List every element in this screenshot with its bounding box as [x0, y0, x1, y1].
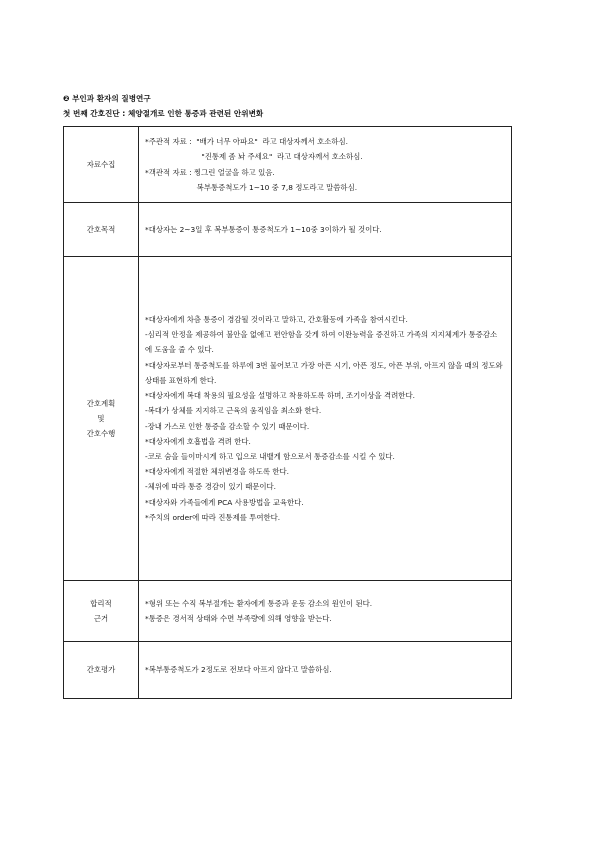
- content-line: -체위에 따라 통증 경감이 있기 때문이다.: [145, 482, 276, 492]
- row-content: [139, 127, 512, 203]
- row-label-line: 간호목적: [86, 224, 116, 234]
- content-line: -심리적 안정을 제공하여 불안을 없애고 편안함을 갖게 하여 이완능력을 증진하고 가족의 지지체계가 통증감소에 도움을 줄 수 있다.: [145, 330, 498, 355]
- table-row-nursing-goal: [64, 203, 512, 257]
- row-content: [139, 257, 512, 581]
- table-row-rationale: [64, 581, 512, 642]
- row-content: [139, 203, 512, 257]
- row-label: [64, 581, 139, 642]
- table-row-evaluation: [64, 642, 512, 699]
- row-label-line: 자료수집: [86, 159, 116, 169]
- content-line: *대상자에게 적절한 체위변경을 하도록 한다.: [145, 467, 289, 477]
- row-label-line: 및: [97, 413, 105, 423]
- row-content: [139, 581, 512, 642]
- content-line: *객관적 자료 : 찡그린 얼굴을 하고 있음.: [145, 167, 275, 177]
- content-line: *대상자는 2~3일 후 복부통증이 통증척도가 1~10중 3이하가 될 것이다.: [145, 224, 382, 234]
- row-label-line: 합리적: [90, 598, 112, 608]
- content-line: *대상자에게 호흡법을 격려 한다.: [145, 436, 251, 446]
- nursing-diagnosis-title: 첫 번째 간호진단 : 체양절개로 인한 통증과 관련된 안위변화: [63, 109, 264, 118]
- content-line: -장내 가스로 인한 통증을 감소할 수 있기 때문이다.: [145, 421, 310, 431]
- content-line: *복부통증척도가 2정도로 전보다 아프지 않다고 말씀하심.: [145, 665, 332, 675]
- row-label: [64, 127, 139, 203]
- section-title: ❷ 부인과 환자의 질병연구: [63, 94, 151, 103]
- content-line: *대상자와 가족들에게 PCA 사용방법을 교육한다.: [145, 497, 304, 507]
- content-line: *대상자에게 복대 착용의 필요성을 설명하고 착용하도록 하며, 조기이상을 격려한다.: [145, 391, 415, 401]
- table-row-nursing-plan: [64, 257, 512, 581]
- row-label-line: 간호수행: [86, 429, 116, 439]
- content-line: *주관적 자료 : "배가 너무 아파요" 라고 대상자께서 호소하심.: [145, 137, 349, 147]
- content-line: *통증은 경서적 상태와 수면 부족량에 의해 영향을 받는다.: [145, 614, 332, 623]
- content-line: *주치의 order에 따라 진통제를 투여한다.: [145, 512, 281, 522]
- row-label-line: 간호계획: [86, 398, 116, 408]
- row-label-line: 근거: [93, 614, 109, 623]
- content-line: 복부통증척도가 1~10 중 7,8 정도라고 말씀하심.: [145, 182, 358, 192]
- row-label: [64, 203, 139, 257]
- content-line: "진통제 좀 놔 주세요" 라고 대상자께서 호소하심.: [145, 152, 363, 162]
- content-line: *대상자로부터 통증척도를 하루에 3번 물어보고 가장 아픈 시기, 아픈 정도, 아픈 부위, 아프지 않을 때의 정도와 상태를 표현하게 한다.: [145, 360, 503, 385]
- nursing-care-plan-table: [63, 126, 512, 699]
- row-label: [64, 642, 139, 699]
- content-line: *대상자에게 차츰 통증이 경감될 것이라고 말하고, 간호활동에 가족을 참여시킨다.: [145, 315, 408, 325]
- table-row-data-collection: [64, 127, 512, 203]
- content-line: -코로 숨을 들이마시게 하고 입으로 내뱉게 함으로서 통증감소를 시킬 수 있다.: [145, 451, 395, 461]
- content-line: -복대가 상체를 지지하고 근육의 움직임을 최소화 한다.: [145, 406, 322, 416]
- row-label-line: 간호평가: [86, 665, 116, 675]
- content-line: *형위 또는 수직 복부절개는 환자에게 통증과 운동 감소의 원인이 된다.: [145, 598, 373, 608]
- row-label: [64, 257, 139, 581]
- row-content: [139, 642, 512, 699]
